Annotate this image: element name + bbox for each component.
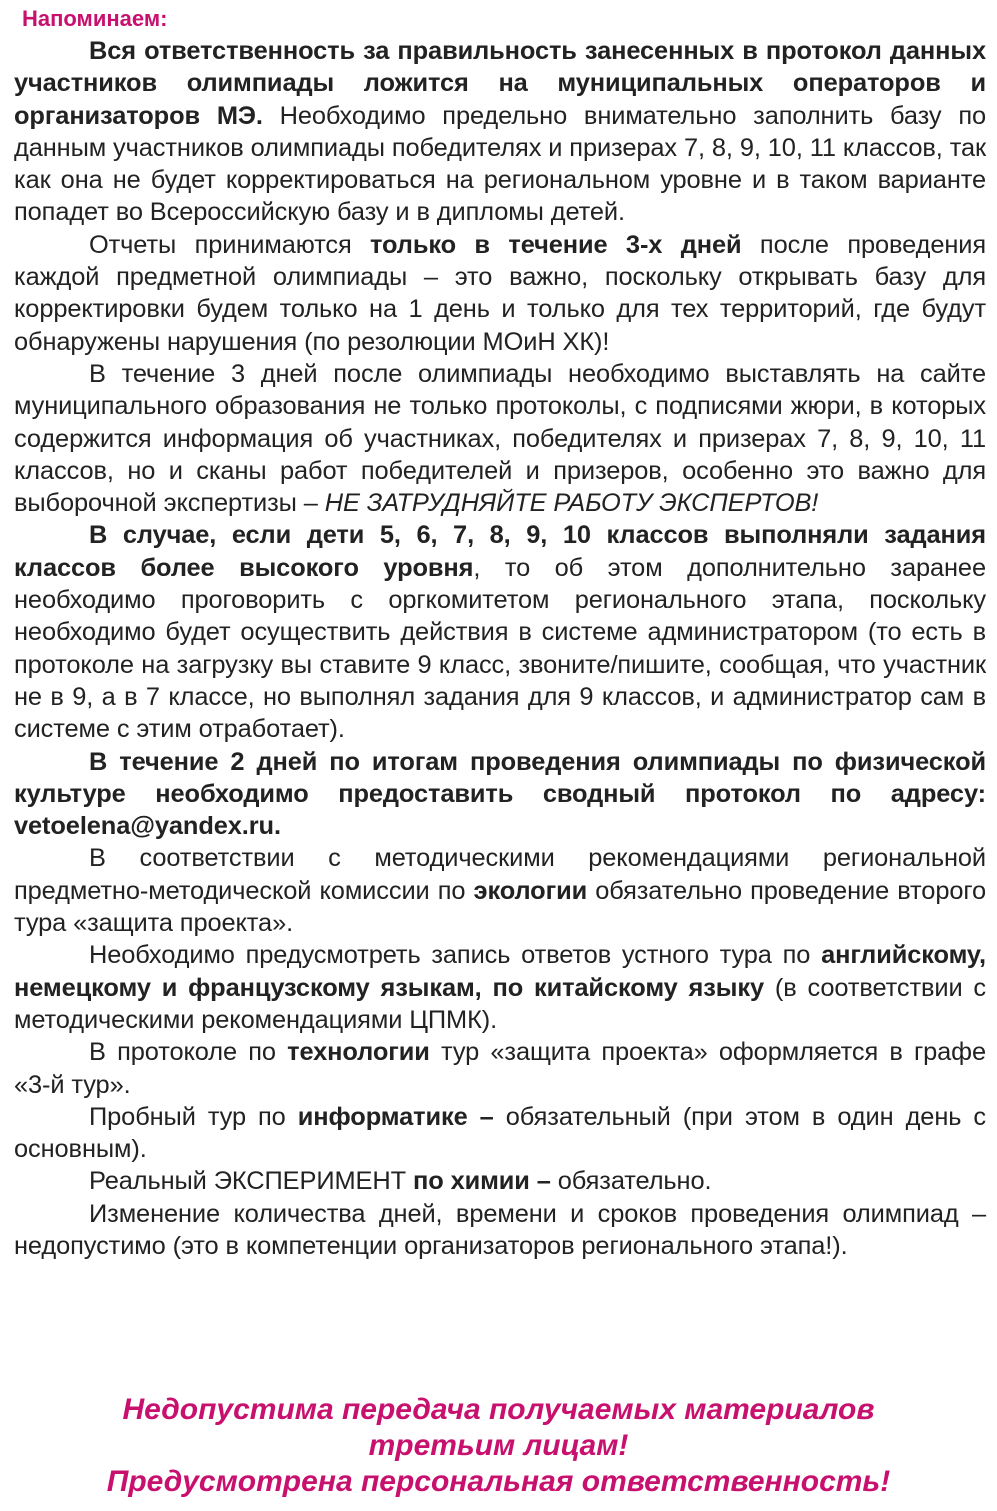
text-run: Необходимо предельно внимательно заполнить базу по данным участников олимпиады победителях и призерах 7, 8, 9, 10, 11 классов, так как она не будет корректироваться на региональном уровне и в таком варианте попадет во Всероссийскую базу и в дипломы детей. bbox=[14, 101, 986, 227]
text-run: (в соответствии с методическими рекомендациями ЦПМК). bbox=[14, 973, 986, 1034]
text-run: , то об этом дополнительно заранее необходимо проговорить с оргкомитетом регионального этапа, поскольку необходимо будет осуществить действия в системе администратором (то есть в протоколе на загрузку вы ставите 9 класс, звоните/пишите, сообщая, что участник не в 9, а в 7 классе, но выполнял задания для 9 классов, и администратор сам в системе с этим отработает). bbox=[14, 553, 986, 744]
bold-text: только в течение 3-х дней bbox=[370, 230, 742, 259]
paragraph bbox=[14, 358, 986, 519]
bold-text: экологии bbox=[473, 876, 588, 905]
bold-text: В течение 2 дней по итогам проведения олимпиады по физической культуре необходимо предоставить сводный протокол по адресу: vetoelena@yandex.ru. bbox=[14, 747, 986, 841]
paragraph bbox=[14, 1198, 986, 1263]
text-run: Изменение количества дней, времени и сроков проведения олимпиад – недопустимо (это в компетенции организаторов регионального этапа!). bbox=[14, 1199, 986, 1260]
paragraph bbox=[14, 229, 986, 358]
bold-text: В случае, если дети 5, 6, 7, 8, 9, 10 классов выполняли задания классов более высокого уровня bbox=[14, 521, 986, 582]
text-run: В протоколе по bbox=[89, 1038, 288, 1067]
paragraph bbox=[14, 842, 986, 939]
text-run: после проведения каждой предметной олимпиады – это важно, поскольку открывать базу для корректировки будем только на 1 день и только для тех территорий, где будут обнаружены нарушения (по резолюции МОиН ХК)! bbox=[14, 230, 986, 356]
notice-heading: Напоминаем: bbox=[22, 6, 168, 31]
paragraph bbox=[14, 746, 986, 843]
paragraph bbox=[14, 35, 986, 229]
text-run: Необходимо предусмотреть запись ответов устного тура по bbox=[89, 941, 822, 970]
warning-line-2: третьим лицам! bbox=[368, 1429, 629, 1462]
text-run: Отчеты принимаются bbox=[89, 230, 371, 259]
italic-text: НЕ ЗАТРУДНЯЙТЕ РАБОТУ ЭКСПЕРТОВ! bbox=[324, 489, 819, 518]
warning-line-1: Недопустима передача получаемых материалов bbox=[122, 1393, 875, 1426]
paragraph bbox=[14, 1036, 986, 1101]
bold-text: технологии bbox=[287, 1038, 430, 1067]
paragraph bbox=[14, 1101, 986, 1166]
paragraph bbox=[14, 1165, 986, 1197]
warning-block bbox=[0, 1392, 997, 1500]
text-run: В соответствии с методическими рекомендациями региональной предметно-методической комиссии по bbox=[14, 844, 986, 905]
text-run: тур «защита проекта» оформляется в графе «3-й тур». bbox=[14, 1038, 986, 1099]
text-run: Пробный тур по bbox=[89, 1102, 298, 1131]
warning-line-3: Предусмотрена персональная ответственность! bbox=[106, 1465, 891, 1498]
bold-text: английскому, немецкому и французскому языкам, по китайскому языку bbox=[14, 941, 986, 1002]
text-run: обязательно. bbox=[550, 1167, 712, 1196]
text-run: В течение 3 дней после олимпиады необходимо выставлять на сайте муниципального образования не только протоколы, с подписями жюри, в которых содержится информация об участниках, победителях и призерах 7, 8, 9, 10, 11 классов, но и сканы работ победителей и призеров, особенно это важно для выборочной экспертизы – bbox=[14, 359, 986, 518]
text-run: Реальный ЭКСПЕРИМЕНТ bbox=[89, 1167, 413, 1196]
bold-text: информатике – bbox=[297, 1102, 494, 1131]
paragraph bbox=[14, 519, 986, 745]
bold-text: по химии – bbox=[412, 1167, 551, 1196]
text-run: обязательно проведение второго тура «защита проекта». bbox=[14, 876, 986, 938]
notice-body bbox=[14, 35, 986, 1262]
text-run: обязательный (при этом в один день с основным). bbox=[14, 1102, 987, 1164]
paragraph bbox=[14, 939, 986, 1036]
bold-text: Вся ответственность за правильность занесенных в протокол данных участников олимпиады ложится на муниципальных операторов и организаторов МЭ. bbox=[14, 37, 986, 130]
